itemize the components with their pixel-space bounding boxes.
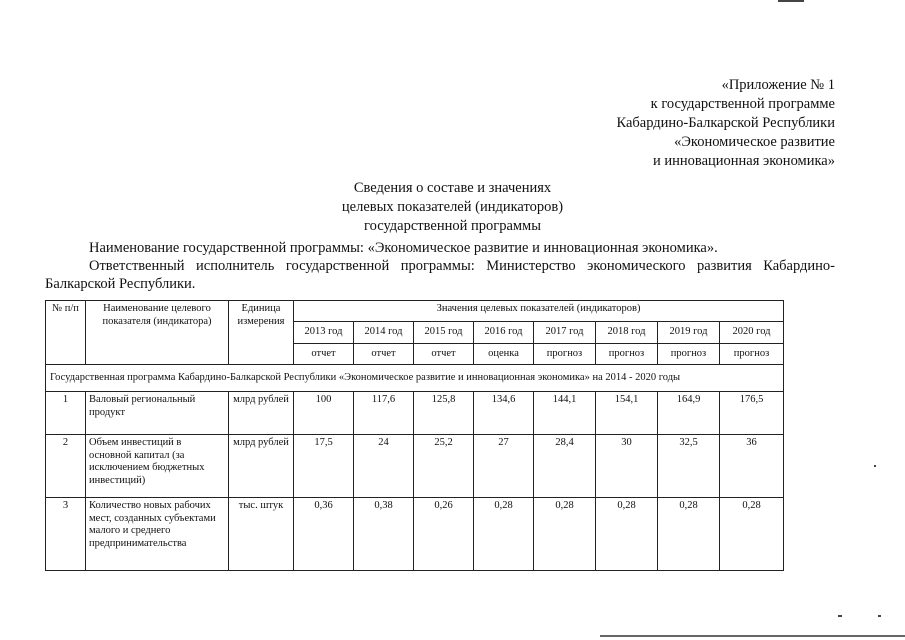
appendix-line: «Приложение № 1 [721,77,835,93]
year-cell: 2013 год [294,322,354,344]
indicators-table [45,300,784,571]
value-cell: 27 [474,435,534,498]
status-cell: прогноз [596,344,658,365]
header-num: № п/п [46,301,86,365]
value-cell: 117,6 [354,392,414,435]
value-cell: 154,1 [596,392,658,435]
title-line: Сведения о составе и значениях [353,180,552,196]
status-cell: прогноз [658,344,720,365]
intro-text [45,239,835,293]
value-cell: 176,5 [720,392,784,435]
value-cell: 0,26 [414,498,474,571]
document-title [0,179,905,236]
year-cell: 2020 год [720,322,784,344]
status-cell: прогноз [720,344,784,365]
year-cell: 2016 год [474,322,534,344]
row-num: 3 [46,498,86,571]
status-cell: отчет [414,344,474,365]
year-cell: 2017 год [534,322,596,344]
appendix-line: Кабардино-Балкарской Республики [616,115,835,131]
title-line: государственной программы [364,218,541,234]
year-cell: 2018 год [596,322,658,344]
scan-artifact-dot [874,465,876,467]
section-title: Государственная программа Кабардино-Балкарской Республики «Экономическое развитие и инновационная экономика» на 2014 - 2020 годы [46,365,784,392]
row-indicator-name: Валовый региональный продукт [86,392,229,435]
value-cell: 134,6 [474,392,534,435]
executor-paragraph: Ответственный исполнитель государственной программы: Министерство экономического развития Кабардино-Балкарской Республики. [45,258,835,292]
table-row [46,435,784,498]
section-row [46,365,784,392]
title-line: целевых показателей (индикаторов) [341,199,564,215]
scan-artifact-bottom [600,635,905,637]
value-cell: 25,2 [414,435,474,498]
status-cell: отчет [354,344,414,365]
value-cell: 164,9 [658,392,720,435]
program-name-paragraph: Наименование государственной программы: «Экономическое развитие и инновационная экономика». [89,240,718,256]
table-row [46,392,784,435]
value-cell: 0,38 [354,498,414,571]
value-cell: 30 [596,435,658,498]
value-cell: 0,28 [658,498,720,571]
value-cell: 0,28 [534,498,596,571]
row-unit: млрд рублей [229,392,294,435]
value-cell: 36 [720,435,784,498]
value-cell: 28,4 [534,435,596,498]
header-unit: Единица измерения [229,301,294,365]
appendix-header [616,76,835,171]
value-cell: 24 [354,435,414,498]
scan-artifact-dot [838,615,842,617]
value-cell: 0,28 [596,498,658,571]
row-unit: млрд рублей [229,435,294,498]
appendix-line: «Экономическое развитие [674,134,835,150]
row-num: 2 [46,435,86,498]
scan-artifact-dot [878,615,881,617]
header-values: Значения целевых показателей (индикаторов) [294,301,784,322]
status-cell: отчет [294,344,354,365]
value-cell: 0,28 [474,498,534,571]
status-cell: оценка [474,344,534,365]
value-cell: 144,1 [534,392,596,435]
appendix-line: и инновационная экономика» [653,153,835,169]
value-cell: 0,36 [294,498,354,571]
value-cell: 125,8 [414,392,474,435]
header-row [46,301,784,322]
value-cell: 32,5 [658,435,720,498]
value-cell: 100 [294,392,354,435]
value-cell: 0,28 [720,498,784,571]
value-cell: 17,5 [294,435,354,498]
year-cell: 2019 год [658,322,720,344]
status-cell: прогноз [534,344,596,365]
row-unit: тыс. штук [229,498,294,571]
row-num: 1 [46,392,86,435]
scan-artifact-top [778,0,804,2]
year-cell: 2014 год [354,322,414,344]
appendix-line: к государственной программе [650,96,835,112]
row-indicator-name: Объем инвестиций в основной капитал (за исключением бюджетных инвестиций) [86,435,229,498]
table-row [46,498,784,571]
year-cell: 2015 год [414,322,474,344]
row-indicator-name: Количество новых рабочих мест, созданных субъектами малого и среднего предпринимательства [86,498,229,571]
header-name: Наименование целевого показателя (индикатора) [86,301,229,365]
